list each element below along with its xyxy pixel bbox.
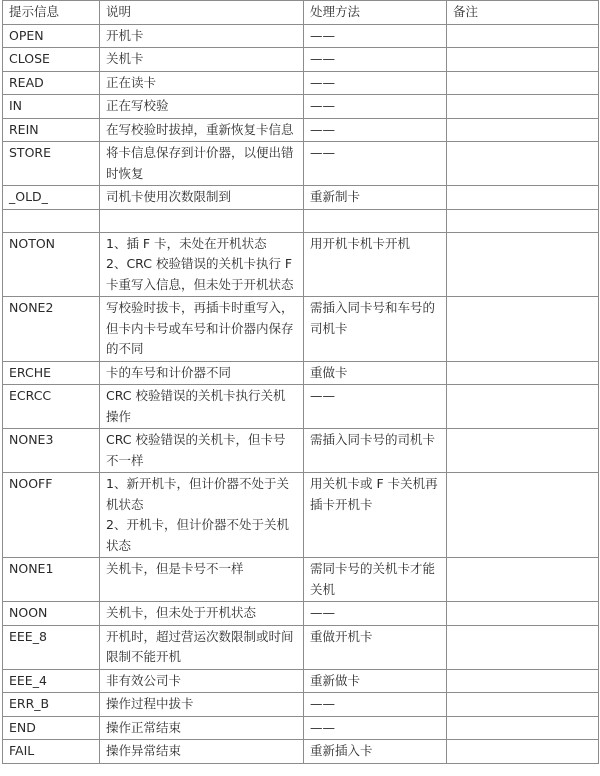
cell-description: 正在写校验 <box>100 95 304 119</box>
cell-handling-method: —— <box>304 48 447 72</box>
cell-remarks <box>447 186 599 210</box>
table-row <box>3 118 599 142</box>
cell-remarks <box>447 48 599 72</box>
cell-description: 关机卡，但未处于开机状态 <box>100 602 304 626</box>
table-row <box>3 297 599 362</box>
cell-handling-method <box>304 209 447 232</box>
cell-remarks <box>447 558 599 602</box>
cell-remarks <box>447 95 599 119</box>
cell-remarks <box>447 118 599 142</box>
table-row <box>3 429 599 473</box>
header-remarks: 备注 <box>447 1 599 25</box>
table-row <box>3 361 599 385</box>
cell-remarks <box>447 71 599 95</box>
header-prompt-info: 提示信息 <box>3 1 100 25</box>
cell-handling-method: —— <box>304 95 447 119</box>
cell-description: CRC 校验错误的关机卡，但卡号不一样 <box>100 429 304 473</box>
table-row <box>3 71 599 95</box>
table-row <box>3 142 599 186</box>
cell-description: 非有效公司卡 <box>100 669 304 693</box>
cell-prompt-code: CLOSE <box>3 48 100 72</box>
cell-prompt-code: REIN <box>3 118 100 142</box>
cell-prompt-code: FAIL <box>3 740 100 764</box>
table-row <box>3 385 599 429</box>
table-row <box>3 186 599 210</box>
cell-handling-method: —— <box>304 142 447 186</box>
cell-remarks <box>447 693 599 717</box>
cell-handling-method: 重做开机卡 <box>304 625 447 669</box>
cell-remarks <box>447 740 599 764</box>
cell-remarks <box>447 602 599 626</box>
cell-prompt-code: IN <box>3 95 100 119</box>
cell-description: 开机卡 <box>100 24 304 48</box>
cell-handling-method: 重新制卡 <box>304 186 447 210</box>
cell-description: 在写校验时拔掉，重新恢复卡信息 <box>100 118 304 142</box>
cell-prompt-code: ERR_B <box>3 693 100 717</box>
cell-remarks <box>447 209 599 232</box>
cell-prompt-code: NOON <box>3 602 100 626</box>
cell-handling-method: 需插入同卡号的司机卡 <box>304 429 447 473</box>
table-row <box>3 625 599 669</box>
cell-handling-method: 用开机卡机卡开机 <box>304 232 447 297</box>
cell-prompt-code: NONE3 <box>3 429 100 473</box>
table-row <box>3 669 599 693</box>
cell-remarks <box>447 297 599 362</box>
cell-description: 将卡信息保存到计价器，以便出错时恢复 <box>100 142 304 186</box>
cell-handling-method: 重新插入卡 <box>304 740 447 764</box>
cell-description: 1、新开机卡，但计价器不处于关机状态 2、开机卡，但计价器不处于关机状态 <box>100 473 304 558</box>
cell-prompt-code: ERCHE <box>3 361 100 385</box>
cell-prompt-code: END <box>3 716 100 740</box>
cell-prompt-code: _OLD_ <box>3 186 100 210</box>
cell-handling-method: —— <box>304 716 447 740</box>
header-handling-method: 处理方法 <box>304 1 447 25</box>
cell-remarks <box>447 142 599 186</box>
table-row <box>3 209 599 232</box>
cell-description: 正在读卡 <box>100 71 304 95</box>
table-row <box>3 693 599 717</box>
cell-description: 操作过程中拔卡 <box>100 693 304 717</box>
cell-remarks <box>447 429 599 473</box>
cell-description: CRC 校验错误的关机卡执行关机操作 <box>100 385 304 429</box>
cell-prompt-code: NONE2 <box>3 297 100 362</box>
header-description: 说明 <box>100 1 304 25</box>
cell-handling-method: 重做卡 <box>304 361 447 385</box>
cell-handling-method: 需同卡号的关机卡才能关机 <box>304 558 447 602</box>
cell-remarks <box>447 669 599 693</box>
cell-handling-method: 需插入同卡号和车号的司机卡 <box>304 297 447 362</box>
cell-handling-method: —— <box>304 385 447 429</box>
cell-handling-method: 重新做卡 <box>304 669 447 693</box>
cell-prompt-code: NOOFF <box>3 473 100 558</box>
cell-handling-method: —— <box>304 693 447 717</box>
cell-handling-method: —— <box>304 118 447 142</box>
table-row <box>3 232 599 297</box>
cell-handling-method: —— <box>304 71 447 95</box>
prompt-info-table <box>2 0 599 764</box>
cell-remarks <box>447 473 599 558</box>
table-row <box>3 558 599 602</box>
table-row <box>3 740 599 764</box>
table-row <box>3 602 599 626</box>
cell-description: 司机卡使用次数限制到 <box>100 186 304 210</box>
cell-handling-method: 用关机卡或 F 卡关机再插卡开机卡 <box>304 473 447 558</box>
cell-prompt-code: NONE1 <box>3 558 100 602</box>
cell-description: 操作正常结束 <box>100 716 304 740</box>
cell-remarks <box>447 385 599 429</box>
cell-remarks <box>447 232 599 297</box>
table-row <box>3 24 599 48</box>
cell-prompt-code: EEE_8 <box>3 625 100 669</box>
cell-prompt-code: ECRCC <box>3 385 100 429</box>
table-row <box>3 473 599 558</box>
cell-prompt-code: OPEN <box>3 24 100 48</box>
cell-description: 写校验时拔卡，再插卡时重写入，但卡内卡号或车号和计价器内保存的不同 <box>100 297 304 362</box>
cell-description: 操作异常结束 <box>100 740 304 764</box>
cell-remarks <box>447 361 599 385</box>
cell-description: 关机卡，但是卡号不一样 <box>100 558 304 602</box>
cell-prompt-code <box>3 209 100 232</box>
table-row <box>3 716 599 740</box>
cell-handling-method: —— <box>304 24 447 48</box>
cell-prompt-code: READ <box>3 71 100 95</box>
cell-description <box>100 209 304 232</box>
table-row <box>3 95 599 119</box>
cell-description: 关机卡 <box>100 48 304 72</box>
cell-description: 卡的车号和计价器不同 <box>100 361 304 385</box>
cell-remarks <box>447 716 599 740</box>
cell-prompt-code: EEE_4 <box>3 669 100 693</box>
header-row <box>3 1 599 25</box>
cell-prompt-code: STORE <box>3 142 100 186</box>
cell-description: 1、插 F 卡，未处在开机状态 2、CRC 校验错误的关机卡执行 F 卡重写入信息，但未处于开机状态 <box>100 232 304 297</box>
cell-description: 开机时，超过营运次数限制或时间限制不能开机 <box>100 625 304 669</box>
cell-remarks <box>447 625 599 669</box>
table-body <box>3 24 599 763</box>
cell-handling-method: —— <box>304 602 447 626</box>
table-row <box>3 48 599 72</box>
cell-prompt-code: NOTON <box>3 232 100 297</box>
cell-remarks <box>447 24 599 48</box>
